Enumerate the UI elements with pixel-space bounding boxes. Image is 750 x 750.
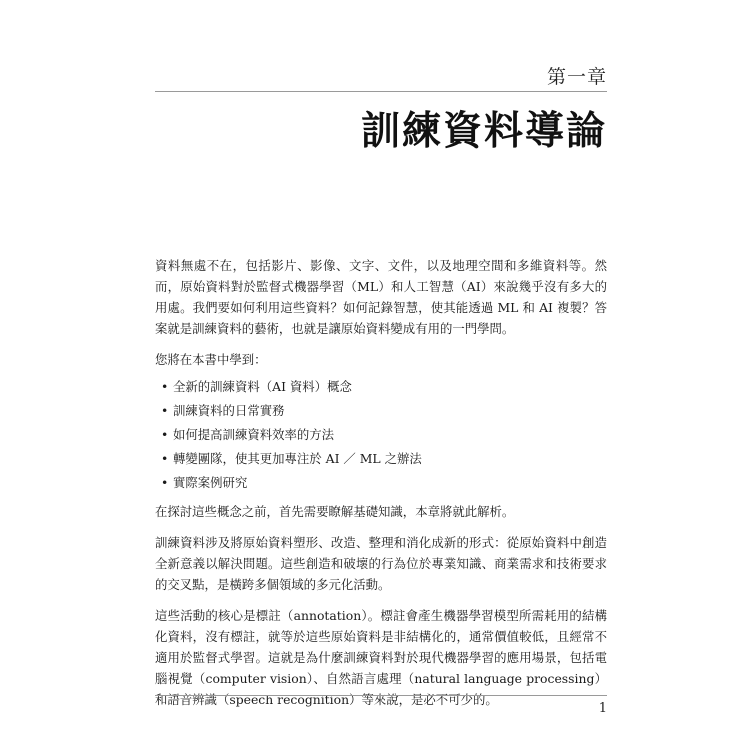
chapter-header-rule — [155, 91, 607, 92]
bullet-icon: • — [161, 403, 169, 418]
intro-paragraph: 資料無處不在，包括影片、影像、文字、文件，以及地理空間和多維資料等。然而，原始資料對於監督式機器學習（ML）和人工智慧（AI）來說幾乎沒有多大的用處。我們要如何利用這些資料？如何記錄智慧，使其能透過 ML 和 AI 複製？答案就是訓練資料的藝術，也就是讓原始資料變成有用的一門學問。 — [155, 258, 607, 336]
chapter-label: 第一章 — [546, 66, 607, 88]
bullet-icon: • — [161, 379, 169, 394]
page-body — [155, 255, 607, 720]
list-item-text: 訓練資料的日常實務 — [173, 403, 285, 418]
list-item — [155, 376, 607, 397]
list-item-text: 實際案例研究 — [173, 475, 248, 490]
training-data-paragraph: 訓練資料涉及將原始資料塑形、改造、整理和消化成新的形式：從原始資料中創造全新意義以解決問題。這些創造和破壞的行為位於專業知識、商業需求和技術要求的交叉點，是橫跨多個領域的多元化活動。 — [155, 535, 607, 592]
learning-list — [155, 376, 607, 493]
concepts-paragraph: 在探討這些概念之前，首先需要瞭解基礎知識，本章將就此解析。 — [155, 504, 515, 519]
bullet-icon: • — [161, 475, 169, 490]
list-item — [155, 424, 607, 445]
list-item — [155, 448, 607, 469]
bullet-icon: • — [161, 451, 169, 466]
annotation-paragraph: 這些活動的核心是標註（annotation）。標註會產生機器學習模型所需耗用的結構化資料，沒有標註，就等於這些原始資料是非結構化的，通常價值較低，且經常不適用於監督式學習。這就是為什麼訓練資料對於現代機器學習的應用場景，包括電腦視覺（computer vision）、自然語言處理（natural language processing）和語音辨識（speech recognition）等來說，是必不可少的。 — [155, 608, 607, 707]
learn-heading: 您將在本書中學到： — [155, 352, 267, 367]
bullet-icon: • — [161, 427, 169, 442]
list-item — [155, 400, 607, 421]
page-number: 1 — [598, 701, 607, 716]
list-item-text: 全新的訓練資料（AI 資料）概念 — [173, 379, 352, 394]
list-item-text: 如何提高訓練資料效率的方法 — [173, 427, 335, 442]
list-item-text: 轉變團隊，使其更加專注於 AI ／ ML 之辦法 — [173, 451, 422, 466]
list-item — [155, 472, 607, 493]
chapter-title: 訓練資料導論 — [360, 109, 607, 154]
footer-rule — [155, 695, 607, 696]
